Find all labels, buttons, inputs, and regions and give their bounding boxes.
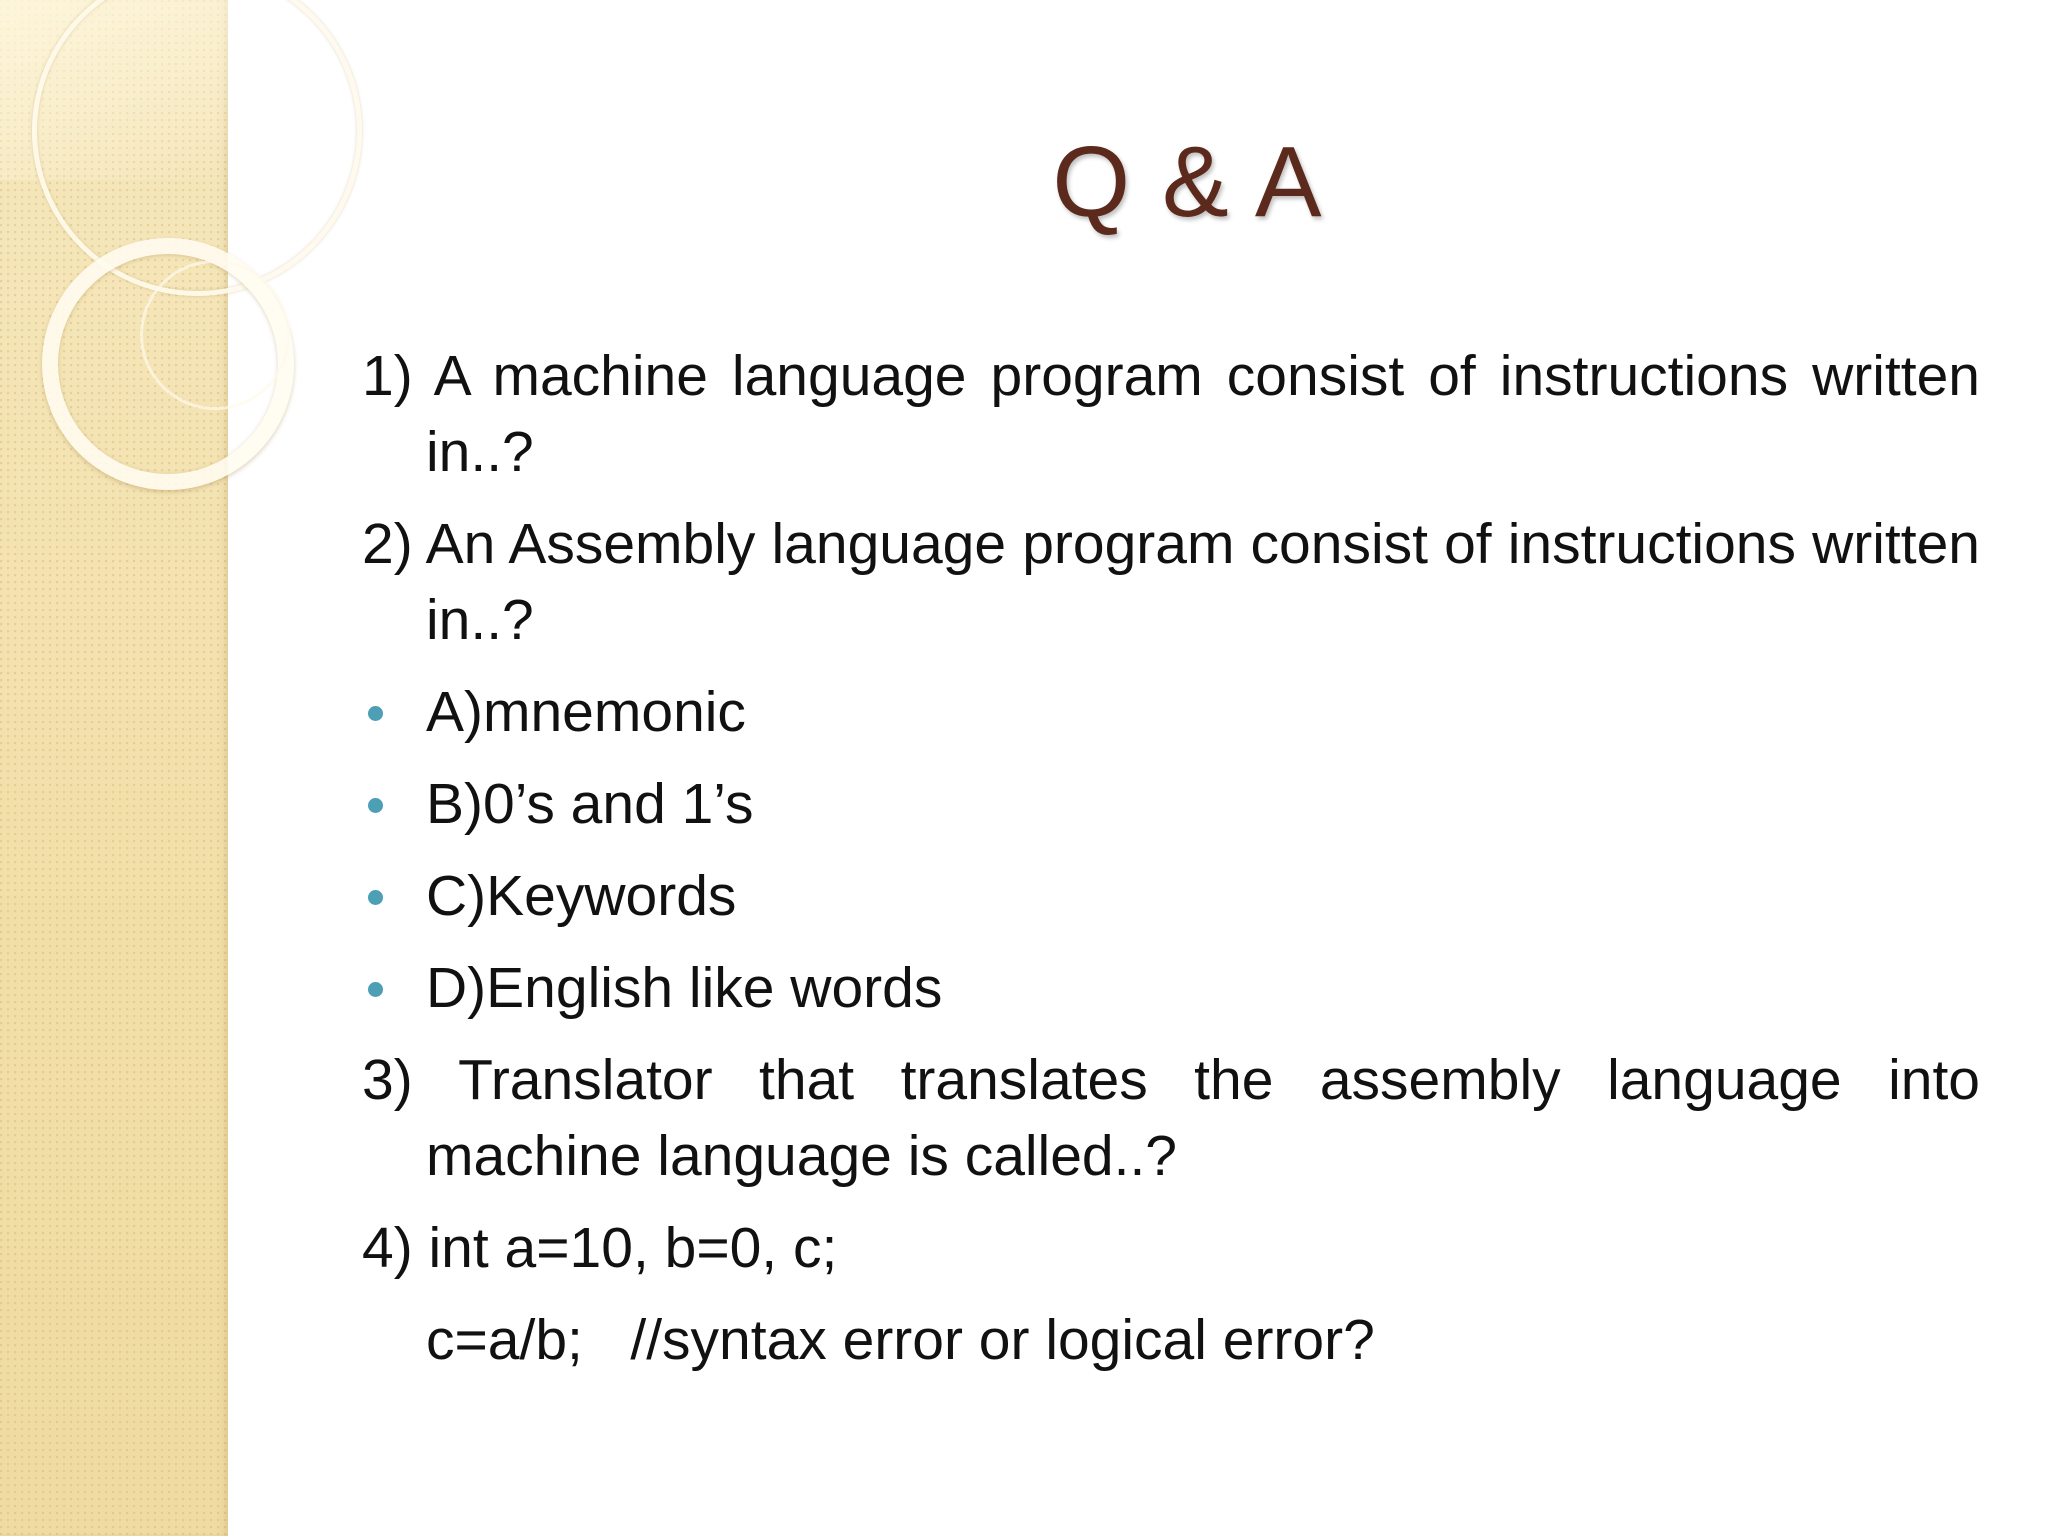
question-2: 2) An Assembly language program consist of instructions written in..? (362, 512, 1980, 652)
option-b (362, 766, 1980, 842)
option-c (362, 858, 1980, 934)
question-1: 1) A machine language program consist of instructions written in..? (362, 344, 1980, 484)
question-4-line-1: 4) int a=10, b=0, c; (362, 1216, 838, 1280)
bullet-icon (368, 798, 383, 813)
question-3: 3) Translator that translates the assembly language into machine language is called..? (362, 1048, 1980, 1188)
decorative-side-panel (0, 0, 228, 1536)
option-d (362, 950, 1980, 1026)
bullet-icon (368, 706, 383, 721)
option-c-text: C)Keywords (426, 864, 737, 928)
bullet-icon (368, 982, 383, 997)
slide-body (362, 338, 1980, 1394)
option-b-text: B)0’s and 1’s (426, 772, 754, 836)
question-4-line-2: c=a/b; //syntax error or logical error? (426, 1308, 1375, 1372)
decorative-ring-small (140, 260, 290, 410)
option-a (362, 674, 1980, 750)
option-d-text: D)English like words (426, 956, 943, 1020)
slide-title: Q & A (1052, 126, 1324, 238)
option-a-text: A)mnemonic (426, 680, 746, 744)
bullet-icon (368, 890, 383, 905)
